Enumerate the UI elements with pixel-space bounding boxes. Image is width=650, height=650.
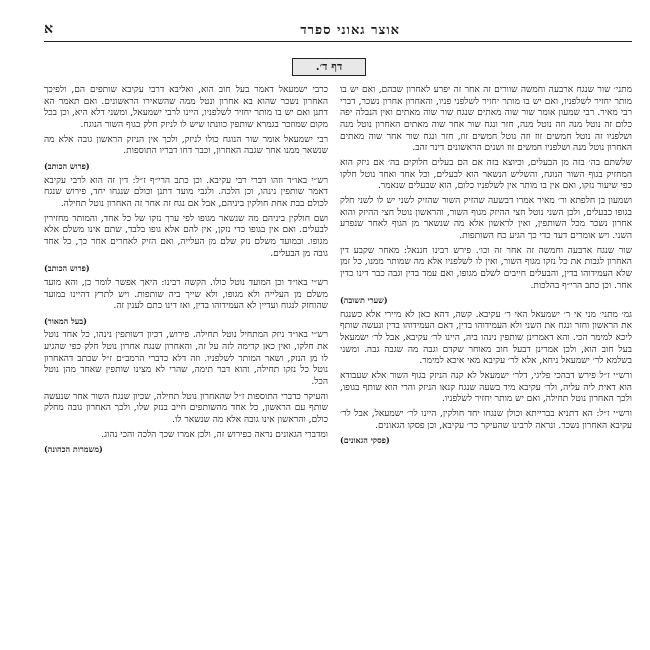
left-column: [44, 85, 328, 638]
paragraph: רש״י באו״ד וזהו דברי רבי עקיבא. וכן כתב הרי״ף ז״ל: דין זה הוא לרבי עקיבא דאמר שותפין נינהו, וכן הלכה. ולגבי מועד דתנן וכולם שנגחו יחד, פירוש שנגח לכולם בבת אחת חולקין ביניהם, אבל אם נגח זה אחר זה האחרון נוטל תחילה.: [44, 175, 328, 209]
right-column: [340, 85, 632, 638]
paragraph: רש״י באו״ד ניזק המתחיל נוטל תחילה. פירוש, דכיון דשותפין נינהו, כל אחד נוטל את חלקו, ואין כאן קדימה לזה על זה, והאחרון שנגח אחרון נוטל חלק כפי שהגיע לו מן הנזק, ושאר המותר לשלפניו. וזה דלא כדברי הרמב״ם ז״ל שכתב דהאחרון נוטל כל נזקו תחילה, והוא דבר תימה, שהרי לא מצינו שותפין שאחד מהן נוטל הכל.: [44, 330, 328, 388]
book-title: אוצר גאוני ספרד: [300, 23, 400, 38]
paragraph: ושם חולקין ביניהם מה שנשאר מגופו לפי ערך נזקו של כל אחד, והמותר מחזירין לבעלים. ואם אין בגופו כדי נזקן, אין להם אלא גופו בלבד, שתם אינו משלם אלא מגופו. ובמועד משלם נזק שלם מן העלייה, ואם הזיק לאחרים אחר כך, כל אחד גובה מן הבעלים.: [44, 213, 328, 259]
paragraph: כרבי ישמעאל דאמר בעל חוב הוא, ואליבא דרבי עקיבא שותפים הם, ולפיכך האחרון נשכר שהוא בא אחרון ונטל ממה שהשאירו הראשונים. ואם תאמר הא דתנן ואם יש בו מותר יחזיר לשלפניו, היינו לרבי ישמעאל, ומשני דלא היא, וכן בכל מקום שמוזכר בגמרא שותפין כוונתו שיש לו לניזק חלק בגוף השור הנוגח.: [44, 85, 328, 130]
running-header: [44, 8, 632, 42]
paragraph: גמ׳ מתני׳ מני אי ר׳ ישמעאל האי ר׳ עקיבא. קשה, דהא כאן לא מיירי אלא כשנגח את הראשון וחזר ונגח את השני ולא העמידוהו בדין, דאם העמידוהו בדין ונעשה שותף ליכא למימר הכי. והא דאמרינן שותפין נינהו ביה, היינו לר׳ עקיבא, אבל לר׳ ישמעאל בעל חוב הוא, ולכן אמרינן דבעל חוב מאוחר שקדם וגבה מה שגבה גבה. ומשני בשלמא לר׳ ישמעאל ניחא, אלא לר׳ עקיבא מאי איכא למימר.: [340, 309, 632, 367]
daf-label: דף ד׳.: [292, 58, 366, 76]
paragraph: ושמעון בן חלפתא ור׳ מאיר אמרו דבשעה שהזיק השור שהזיק לשני יש לו לשני חלק בגופו כבעלים, ולכן השני נוטל חצי ההיזק מגוף השור, והראשון נוטל חצי ההיזק והוא אחרון נשכר מכל השותפין, ואין לראשון אלא מה שנשאר מן הגוף לאחר שנפרע השני. ויש אומרים דעד כדי כך הגיע כח השותפות.: [340, 195, 632, 241]
paragraph: שור שנגח ארבעה וחמשה זה אחר זה וכו׳. פירש רבינו חננאל: מאחר שקבע דין האחרון לגבות את כל נזקו מגוף השור, ואין לו לשלפניו אלא מה שמותר ממנו, כל זמן שלא העמידוהו בדין, והבעלים חייבים לשלם מגופו, ואם עמד בדין וגבה כבר דינו כדין אחר. וכן כתב הרי״ף בהלכות.: [340, 245, 632, 291]
paragraph: מתני׳ שור שנגח ארבעה וחמשה שוורים זה אחר זה יפרע לאחרון שבהם, ואם יש בו מותר יחזיר לשלפניו, ואם יש בו מותר יחזיר לשלפני פניו, והאחרון אחרון נשכר, דברי רבי מאיר. רבי שמעון אומר שור שוה מאתים שנגח שור שוה מאתים ואין הנבלה יפה כלום זה נוטל מנה וזה נוטל מנה, חזר ונגח שור אחר שוה מאתים האחרון נוטל מנה ושלפניו זה נוטל חמשים זוז וזה נוטל חמשים זוז, חזר ונגח שור אחר שוה מאתים האחרון נוטל מנה ושלפניו חמשים זוז ושנים הראשונים דינר זהב.: [340, 85, 632, 154]
paragraph: ומדברי הגאונים נראה כפירוש זה, ולכן אמרו שכך הלכה והכי נהוג.: [101, 429, 328, 440]
source-citation: (משמרות הכהונה): [44, 444, 103, 455]
source-citation: (פרוש הכותב): [44, 263, 90, 274]
source-citation: (שערי תשובה): [340, 295, 388, 306]
paragraph: והעיקר כדברי התוספות ז״ל שהאחרון נוטל תחילה, שכיון שנגח השור אחר שנעשה שותף עם הראשון, כל אחד מהשותפים חייב בנזק שלו, ולכך האחרון גובה מחלק כולם, והראשון אינו גובה אלא מה שנשאר לו.: [44, 391, 328, 426]
paragraph: ורש״י ז״ל: הא דתניא בברייתא וכולן שנגחו יחד חולקין, היינו לר׳ ישמעאל, אבל לר׳ עקיבא האחרון נשכר. ונראה לרבינו שהעיקר כר׳ עקיבא, וכן פסקו הגאונים.: [340, 409, 632, 431]
page-letter: א: [44, 21, 53, 37]
source-citation: (בעל המאור): [44, 315, 87, 326]
source-citation: (פרוש הכותב): [44, 160, 90, 171]
paragraph: ורש״י ז״ל פירש דבהכי פליגי, דלר׳ ישמעאל לא קנה הניזק בגוף השור אלא שעבודא הוא דאית ליה עליה, ולר׳ עקיבא מיד בשעה שנגח קנאו הניזק והרי הוא שותף בגופו, ולכך האחרון נוטל תחילה, ואם יש מותר יחזיר לשלפניו.: [340, 371, 632, 405]
source-citation: (פסקי הגאונים): [340, 435, 390, 446]
paragraph: שלשתם בה׳ בזה מן הבעלים, וכיוצא בזה אם הם בעלים חלוקים בה׳ אם ניזק הוא המחזיק בגוף השור הנוגח, והשליש הנשאר הוא לבעלים, וכל אחד ואחד נוטל חלקו כפי שיעור נזקו, ואם אין בו מותר אין לשלפניו כלום, הוא שבעלים שנאמר.: [340, 157, 632, 192]
paragraph: רבי ישמעאל אומר שור הנוגח כולו לניזק, ולכך אין הניזק הראשון גובה אלא מה שנשאר ממנו אחר שגבה האחרון, וכבר דחו דבריו התוספות.: [44, 134, 328, 157]
paragraph: רש״י באו״ד וכן המועד נוטל כולו. הקשה רבינו: היאך אפשר לומר כן, והא מועד משלם מן העלייה ולא מגופו, ולא שייך ביה שותפות. ויש לתרץ דהיינו במועד שהוחזק לנגוח ועדיין לא העמידוהו בדין, ואז דינו כתם לענין זה.: [44, 277, 328, 312]
